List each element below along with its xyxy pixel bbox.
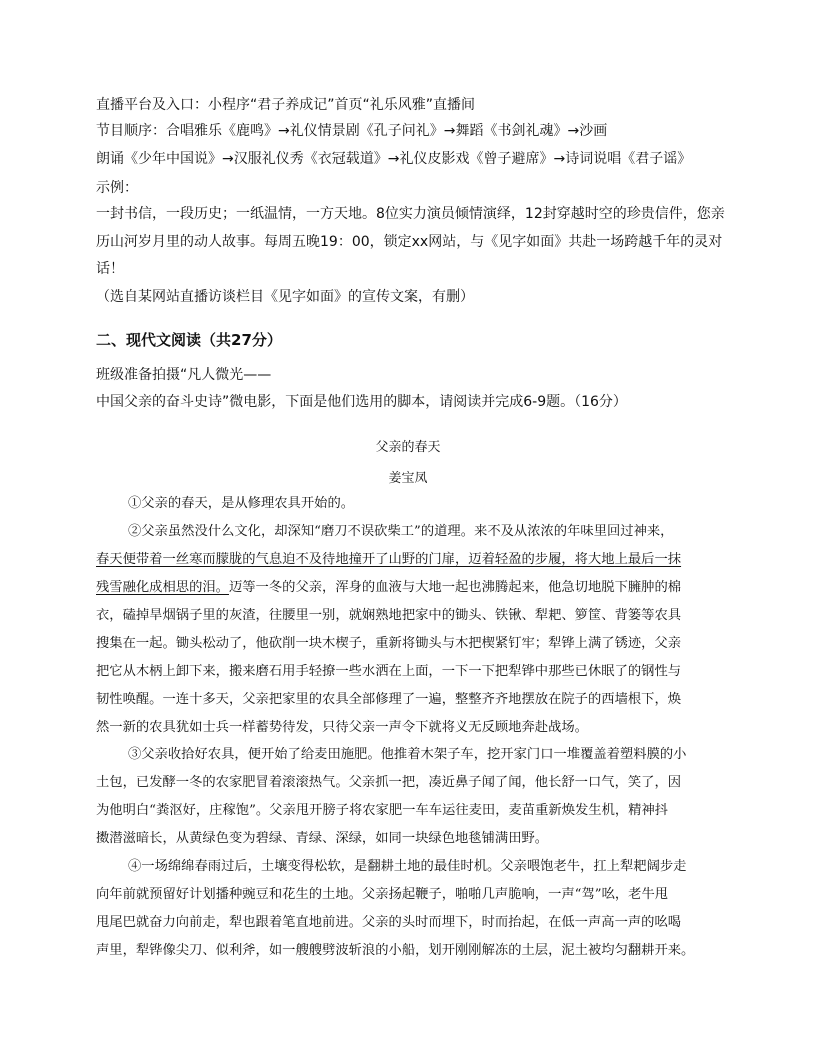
intro-line: 话！ — [96, 261, 124, 277]
story-line: 韧性唤醒。一连十多天，父亲把家里的农具全部修理了一遍，整整齐齐地摆放在院子的西墙根下，焕 — [96, 692, 682, 707]
story-line-text: 迈等一冬的父亲，浑身的血液与大地一起也沸腾起来，他急切地脱下臃肿的棉 — [228, 580, 682, 595]
story-line-underlined: 春天便带着一丝寒而朦胧的气息迫不及待地撞开了山野的门扉，迈着轻盈的步履，将大地上最后一抹 — [96, 552, 682, 567]
story-line: ①父亲的春天，是从修理农具开始的。 — [128, 496, 355, 511]
story-line: ④一场绵绵春雨过后，土壤变得松软，是翻耕土地的最佳时机。父亲喂饱老牛，扛上犁耙阔步走 — [128, 859, 687, 874]
underlined-text: 残雪融化成相思的泪。 — [96, 580, 229, 595]
intro-line: （选自某网站直播访谈栏目《见字如面》的宣传文案，有删） — [96, 289, 474, 305]
story-line: 为他明白“粪沤好，庄稼饱”。父亲甩开膀子将农家肥一车车运往麦田，麦苗重新焕发生机，精神抖 — [96, 803, 669, 818]
intro-line: 节目顺序：合唱雅乐《鹿鸣》→礼仪情景剧《孔子问礼》→舞蹈《书剑礼魂》→沙画 — [96, 123, 608, 139]
section-heading: 二、现代文阅读（共27分） — [96, 331, 282, 349]
intro-line: 示例： — [96, 180, 138, 196]
story-line: 然一新的农具犹如士兵一样蓄势待发，只待父亲一声令下就将义无反顾地奔赴战场。 — [96, 720, 588, 735]
intro-line: 朗诵《少年中国说》→汉服礼仪秀《衣冠载道》→礼仪皮影戏《曾子避席》→诗词说唱《君子谣》 — [96, 151, 692, 167]
intro-line: 直播平台及入口：小程序“君子养成记”首页“礼乐风雅”直播间 — [96, 97, 476, 113]
story-line: ③父亲收拾好农具，便开始了给麦田施肥。他推着木架子车，挖开家门口一堆覆盖着塑料膜的小 — [128, 747, 687, 762]
story-title: 父亲的春天 — [375, 440, 441, 455]
story-line: 声里，犁铧像尖刀、似利斧，如一艘艘劈波斩浪的小船，划开刚刚解冻的土层，泥土被均匀翻耕开来。 — [96, 943, 695, 958]
story-author: 姜宝凤 — [388, 471, 428, 486]
story-line: 衣，磕掉旱烟锅子里的灰渣，往腰里一别，就娴熟地把家中的锄头、铁锹、犁耙、箩筐、背篓等农具 — [96, 608, 682, 623]
story-line: 把它从木柄上卸下来，搬来磨石用手轻撩一些水洒在上面，一下一下把犁铧中那些已休眠了的钢性与 — [96, 664, 682, 679]
story-line: 搜集在一起。锄头松动了，他砍削一块木楔子，重新将锄头与木把楔紧钉牢；犁铧上满了锈迹，父亲 — [96, 636, 682, 651]
intro-line: 一封书信，一段历史；一纸温情，一方天地。8位实力演员倾情演绎，12封穿越时空的珍贵信件，您亲 — [96, 206, 725, 222]
story-line: 土包，已发酵一冬的农家肥冒着滚滚热气。父亲抓一把，凑近鼻子闻了闻，他长舒一口气，笑了，因 — [96, 775, 682, 790]
story-line: ②父亲虽然没什么文化，却深知“磨刀不误砍柴工”的道理。来不及从浓浓的年味里回过神来， — [128, 524, 674, 539]
story-line: 擞潜滋暗长，从黄绿色变为碧绿、青绿、深绿，如同一块绿色地毯铺满田野。 — [96, 831, 549, 846]
section-line: 班级准备拍摄“凡人微光—— — [96, 367, 272, 383]
story-line: 向年前就预留好计划播种豌豆和花生的土地。父亲扬起鞭子，啪啪几声脆响，一声“驾”吆，老牛甩 — [96, 887, 669, 902]
story-line: 甩尾巴就奋力向前走，犁也跟着笔直地前进。父亲的头时而埋下，时而抬起，在低一声高一声的吆喝 — [96, 915, 682, 930]
section-line: 中国父亲的奋斗史诗”微电影，下面是他们选用的脚本，请阅读并完成6-9题。（16分） — [96, 394, 627, 410]
intro-line: 历山河岁月里的动人故事。每周五晚19：00，锁定xx网站，与《见字如面》共赴一场跨越千年的灵对 — [96, 234, 723, 250]
story-line — [96, 578, 681, 598]
